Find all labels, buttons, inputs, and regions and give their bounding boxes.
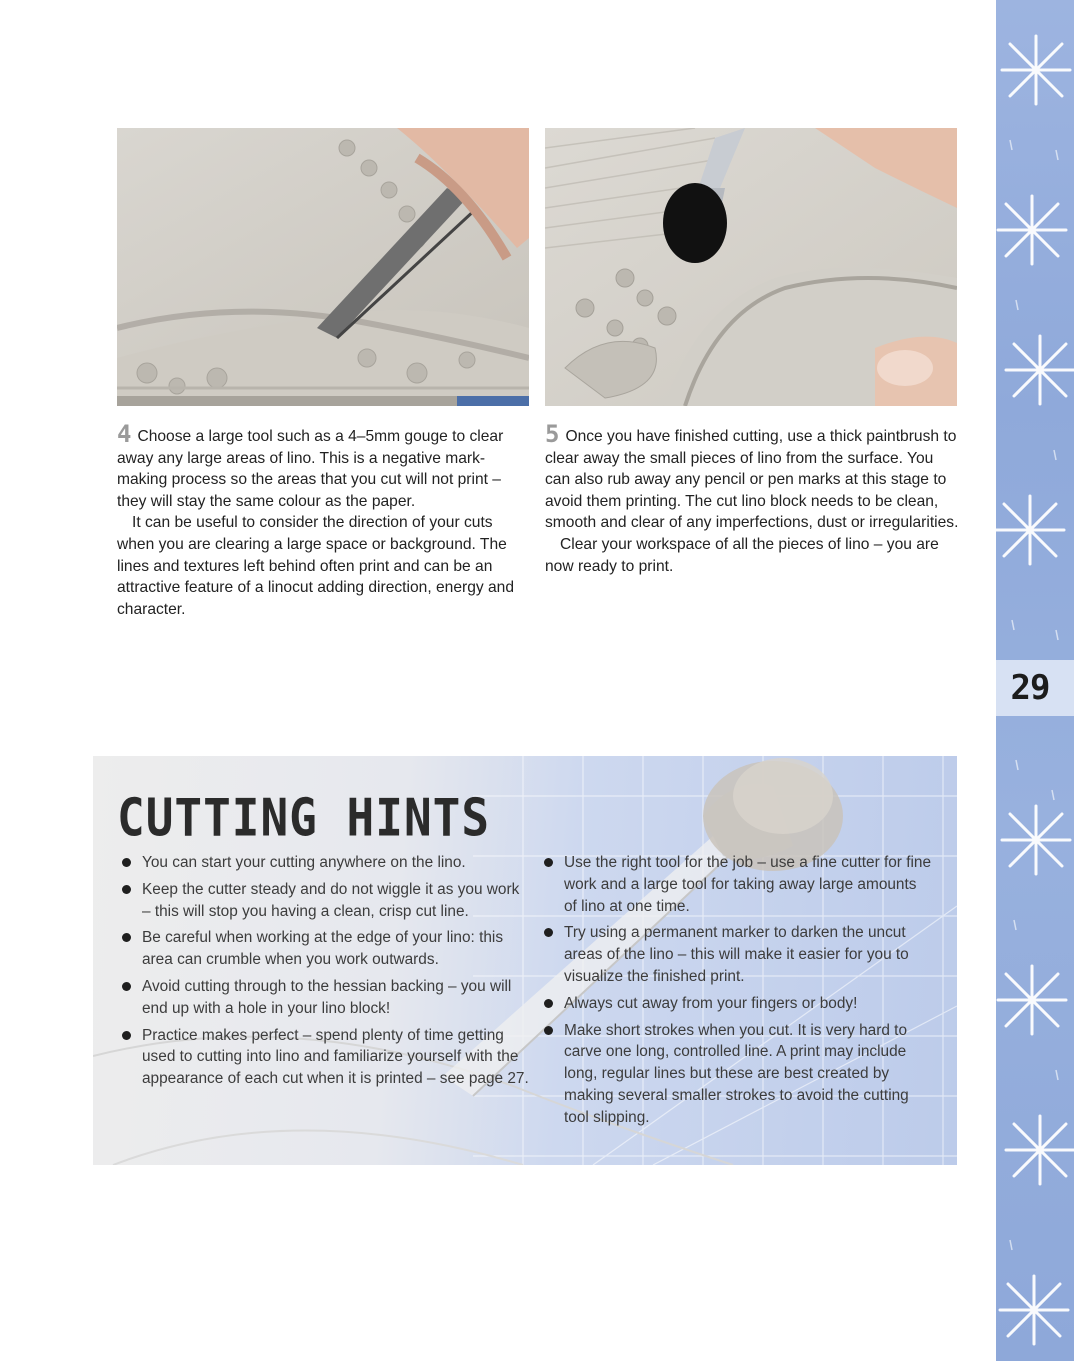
gouge-cutting-photo (117, 128, 529, 406)
bullet-icon (122, 858, 131, 867)
bullet-icon (544, 928, 553, 937)
hint-item: Avoid cutting through to the hessian backing – you will end up with a hole in your lino block! (121, 976, 531, 1020)
hint-item: Try using a permanent marker to darken the uncut areas of the lino – this will make it easier for you to visualize the finished print. (543, 922, 933, 987)
hint-item: Always cut away from your fingers or body! (543, 993, 933, 1015)
hint-item: Be careful when working at the edge of your lino: this area can crumble when you work outwards. (121, 927, 531, 971)
bullet-icon (122, 1031, 131, 1040)
hint-item: You can start your cutting anywhere on the lino. (121, 852, 531, 874)
bullet-icon (122, 933, 131, 942)
hints-list-right (543, 852, 933, 1134)
bullet-icon (122, 885, 131, 894)
step-4 (117, 420, 531, 620)
step-4-text-1: Choose a large tool such as a 4–5mm gouge to clear away any large areas of lino. This is a negative mark-making process so the areas that you cut will not print – they will stay the same colour as the paper. (117, 428, 504, 510)
step-5 (545, 420, 959, 577)
cutting-hints-title: CUTTING HINTS (117, 787, 491, 848)
bullet-icon (544, 1026, 553, 1035)
bullet-icon (544, 858, 553, 867)
step-5-text-1: Once you have finished cutting, use a thick paintbrush to clear away the small pieces of lino from the surface. You can also rub away any pencil or pen marks at this stage to avoid them printing. The cut lino block needs to be clean, smooth and clear of any imperfections, dust or irregularities. (545, 428, 959, 532)
step-5-number: 5 (545, 420, 560, 448)
hint-item: Use the right tool for the job – use a fine cutter for fine work and a large tool for taking away large amounts of lino at one time. (543, 852, 933, 917)
step-4-number: 4 (117, 420, 132, 448)
hint-item: Practice makes perfect – spend plenty of time getting used to cutting into lino and familiarize yourself with the appearance of each cut when it is printed – see page 27. (121, 1025, 531, 1090)
hint-item: Keep the cutter steady and do not wiggle it as you work – this will stop you having a clean, crisp cut line. (121, 879, 531, 923)
step-5-paragraph-1 (545, 420, 959, 534)
hint-item: Make short strokes when you cut. It is very hard to carve one long, controlled line. A print may include long, regular lines but these are best created by making several smaller strokes to avoid the cutting tool slipping. (543, 1020, 933, 1129)
bullet-icon (544, 999, 553, 1008)
bullet-icon (122, 982, 131, 991)
paintbrush-clearing-photo (545, 128, 957, 406)
hints-list-left (121, 852, 531, 1095)
step-4-paragraph-2: It can be useful to consider the direction of your cuts when you are clearing a large space or background. The lines and textures left behind often print and can be an attractive feature of a linocut adding direction, energy and character. (117, 514, 515, 618)
step-5-paragraph-2: Clear your workspace of all the pieces of lino – you are now ready to print. (545, 535, 939, 575)
page-number: 29 (1010, 668, 1050, 708)
cutting-hints-panel (93, 756, 957, 1165)
step-4-paragraph-1 (117, 420, 531, 512)
